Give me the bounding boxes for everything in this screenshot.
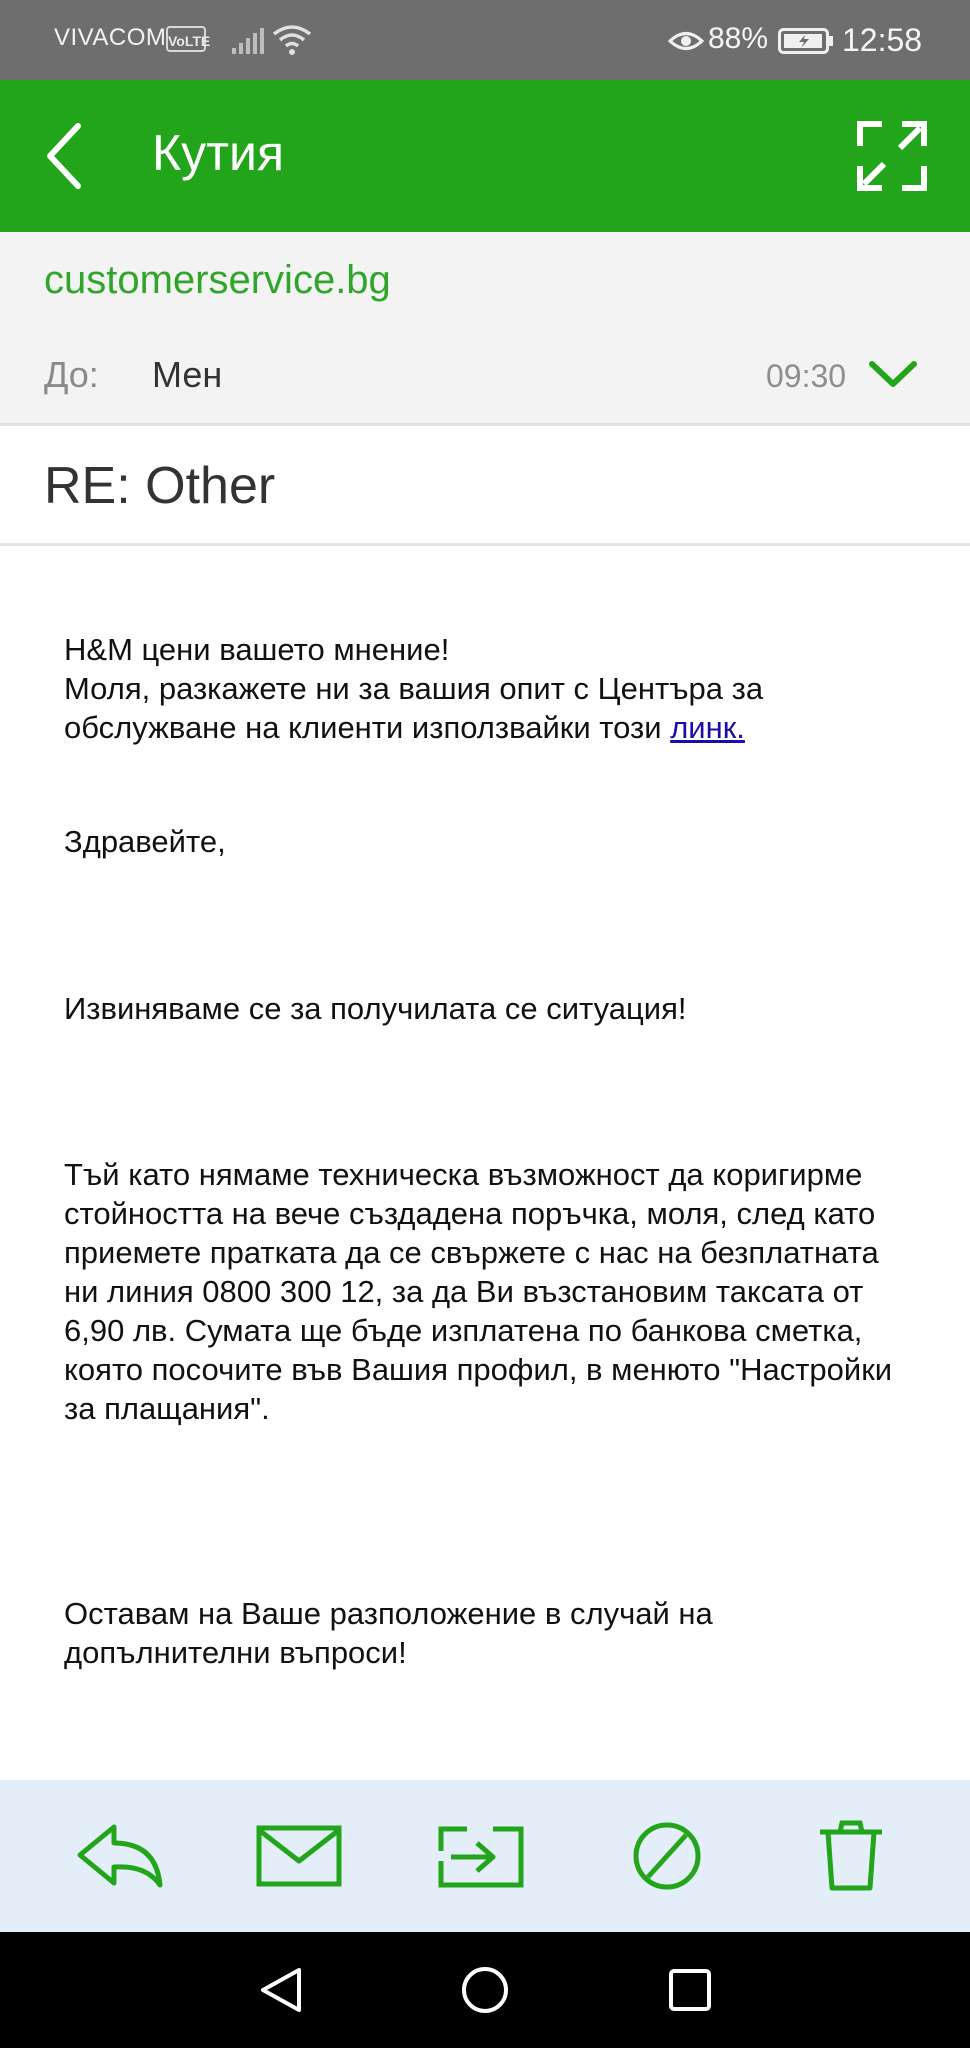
move-button[interactable]	[436, 1816, 526, 1896]
circle-home-icon	[460, 1965, 510, 2015]
greeting-paragraph: Здравейте,	[64, 824, 226, 859]
block-icon	[632, 1821, 702, 1891]
status-bar	[0, 0, 970, 80]
sender-header	[0, 232, 970, 426]
back-arrow-icon	[38, 116, 98, 196]
app-bar	[0, 80, 970, 232]
move-to-folder-icon	[437, 1823, 525, 1889]
reply-button[interactable]	[76, 1816, 166, 1896]
sender-name[interactable]: customerservice.bg	[44, 258, 391, 302]
spam-button[interactable]	[622, 1816, 712, 1896]
main-paragraph: Тъй като нямаме техническа възможност да коригирме стойността на вече създадена поръчка, моля, след като приемете пратката да се свържете с нас на безплатната ни линия 0800 300 12, за да Ви възстановим таксата от 6,90 лв. Сумата ще бъде изплатена по банкова сметка, която посочите във Вашия профил, в менюто "Настройки за плащания".	[64, 1157, 893, 1426]
nav-back-button[interactable]	[252, 1960, 312, 2020]
back-button[interactable]	[38, 116, 98, 196]
fullscreen-button[interactable]	[856, 120, 928, 192]
wifi-icon	[272, 24, 312, 56]
action-bar	[0, 1780, 970, 1932]
recipient-name: Мен	[152, 354, 223, 395]
mail-subject: RE: Other	[44, 457, 276, 515]
feedback-link[interactable]: линк.	[670, 710, 745, 745]
mark-unread-button[interactable]	[254, 1816, 344, 1896]
chevron-down-icon	[868, 352, 918, 396]
intro-line-2: Моля, разкажете ни за вашия опит с Центъра за обслужване на клиенти използвайки този	[64, 671, 764, 745]
closing-paragraph: Оставам на Ваше разположение в случай на допълнителни въпроси!	[64, 1596, 713, 1670]
volte-badge: VoLTE	[166, 26, 206, 52]
battery-percent: 88%	[708, 22, 769, 55]
envelope-icon	[256, 1825, 342, 1887]
to-label: До:	[44, 354, 99, 395]
battery-icon	[778, 28, 834, 54]
eye-comfort-icon	[668, 28, 704, 54]
system-nav-bar	[0, 1932, 970, 2048]
signal-icon	[232, 28, 264, 54]
triangle-back-icon	[257, 1965, 307, 2015]
square-recents-icon	[665, 1965, 715, 2015]
trash-icon	[816, 1820, 886, 1892]
mail-time: 09:30	[766, 358, 847, 394]
nav-home-button[interactable]	[455, 1960, 515, 2020]
app-title: Кутия	[152, 125, 285, 181]
intro-line-1: H&M цени вашето мнение!	[64, 632, 450, 667]
subject-bar	[0, 426, 970, 546]
intro-paragraph	[64, 630, 914, 747]
reply-icon	[76, 1821, 166, 1891]
apology-paragraph: Извиняваме се за получилата се ситуация!	[64, 991, 687, 1026]
clock: 12:58	[842, 22, 923, 58]
expand-icon	[856, 120, 928, 192]
nav-recents-button[interactable]	[660, 1960, 720, 2020]
carrier-name: VIVACOM	[54, 24, 167, 51]
expand-details-button[interactable]	[868, 352, 918, 396]
delete-button[interactable]	[806, 1816, 896, 1896]
